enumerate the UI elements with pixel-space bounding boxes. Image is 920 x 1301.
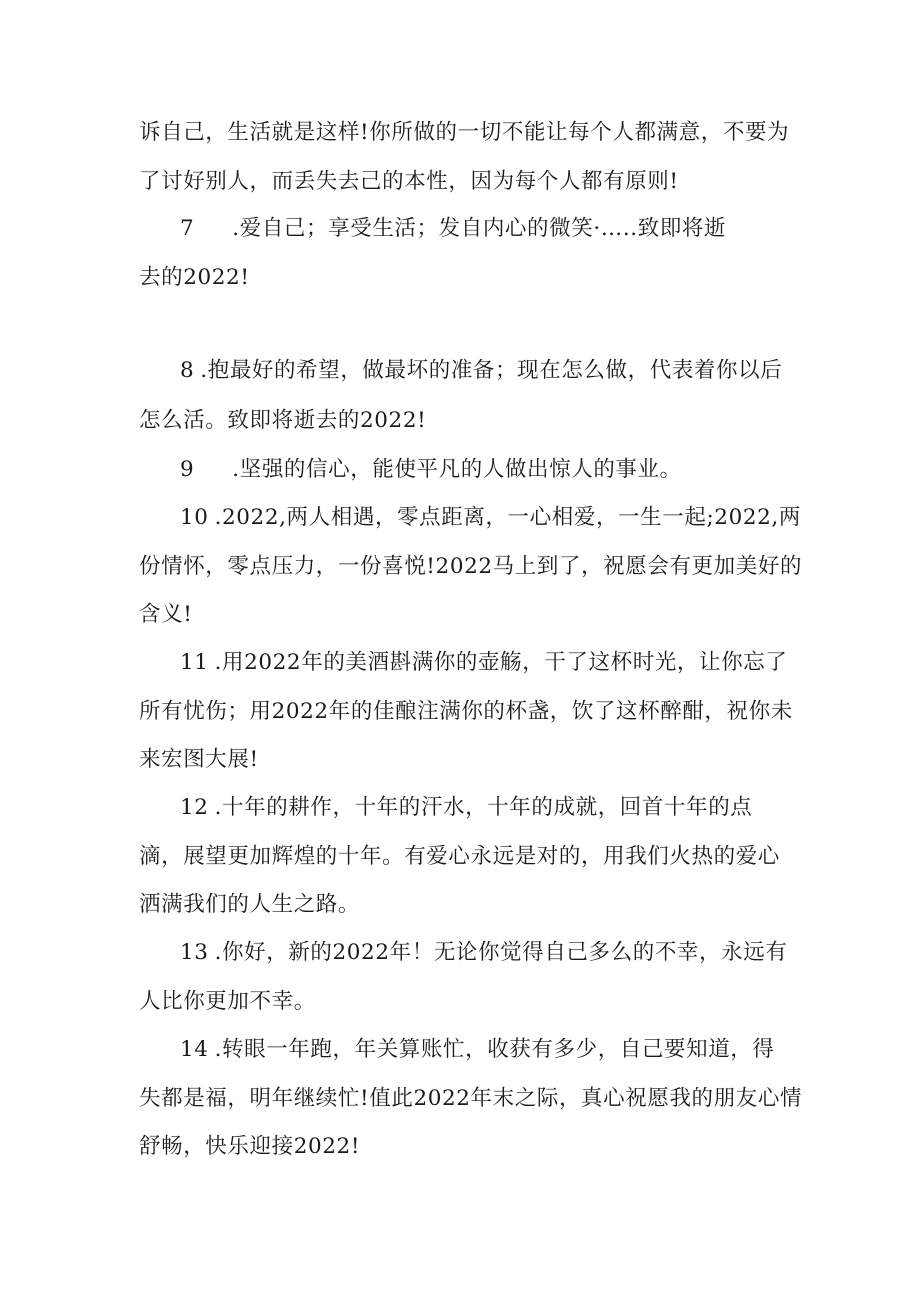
paragraph-line: 怎么活。致即将逝去的2022! [139, 408, 427, 433]
paragraph-text: .转眼一年跑，年关算账忙，收获有多少，自己要知道，得 [214, 1037, 775, 1062]
list-item-7 [180, 214, 726, 244]
paragraph-line: 来宏图大展! [139, 747, 259, 772]
paragraph-text: .你好，新的2022年！无论你觉得自己多么的不幸，永远有 [214, 940, 788, 965]
paragraph-text: .抱最好的希望，做最坏的准备；现在怎么做，代表着你以后 [200, 358, 783, 383]
list-number: 14 [180, 1037, 209, 1062]
list-item-9 [180, 455, 682, 485]
paragraph-text: .坚强的信心，能使平凡的人做出惊人的事业。 [232, 457, 682, 482]
list-number: 8 [180, 358, 195, 383]
list-item-13 [180, 938, 787, 968]
paragraph-line: 人比你更加不幸。 [139, 989, 316, 1014]
paragraph-line: 舒畅，快乐迎接2022! [139, 1134, 361, 1159]
list-item-12 [180, 793, 752, 823]
paragraph-line: 含义! [139, 602, 193, 627]
list-item-10 [180, 503, 801, 533]
paragraph-line: 诉自己，生活就是这样!你所做的一切不能让每个人都满意，不要为 [139, 120, 790, 145]
paragraph-text: .爱自己；享受生活；发自内心的微笑·…..致即将逝 [232, 216, 727, 241]
paragraph-line: 去的2022! [139, 265, 250, 290]
list-number: 9 [180, 457, 195, 482]
list-item-11 [180, 648, 787, 678]
paragraph-line: 了讨好别人，而丢失去己的本性，因为每个人都有原则! [139, 169, 679, 194]
paragraph-line: 份情怀，零点压力，一份喜悦!2022马上到了，祝愿会有更加美好的 [139, 554, 803, 579]
paragraph-line: 失都是福，明年继续忙!值此2022年末之际，真心祝愿我的朋友心情 [139, 1086, 803, 1111]
list-number: 12 [180, 795, 209, 820]
list-number: 13 [180, 940, 209, 965]
paragraph-text: .用2022年的美酒斟满你的壶觞，干了这杯时光，让你忘了 [214, 650, 788, 675]
paragraph-line: 滴，展望更加辉煌的十年。有爱心永远是对的，用我们火热的爱心 [139, 844, 780, 869]
list-number: 10 [180, 505, 209, 530]
paragraph-text: .2022,两人相遇，零点距离，一心相爱，一生一起;2022,两 [214, 505, 801, 530]
list-number: 11 [180, 650, 209, 675]
paragraph-text: .十年的耕作，十年的汗水，十年的成就，回首十年的点 [214, 795, 753, 820]
list-item-14 [180, 1035, 775, 1065]
list-item-8 [180, 356, 782, 386]
paragraph-line: 所有忧伤；用2022年的佳酿注满你的杯盏，饮了这杯醉酣，祝你未 [139, 699, 793, 724]
paragraph-line: 洒满我们的人生之路。 [139, 892, 361, 917]
list-number: 7 [180, 216, 195, 241]
